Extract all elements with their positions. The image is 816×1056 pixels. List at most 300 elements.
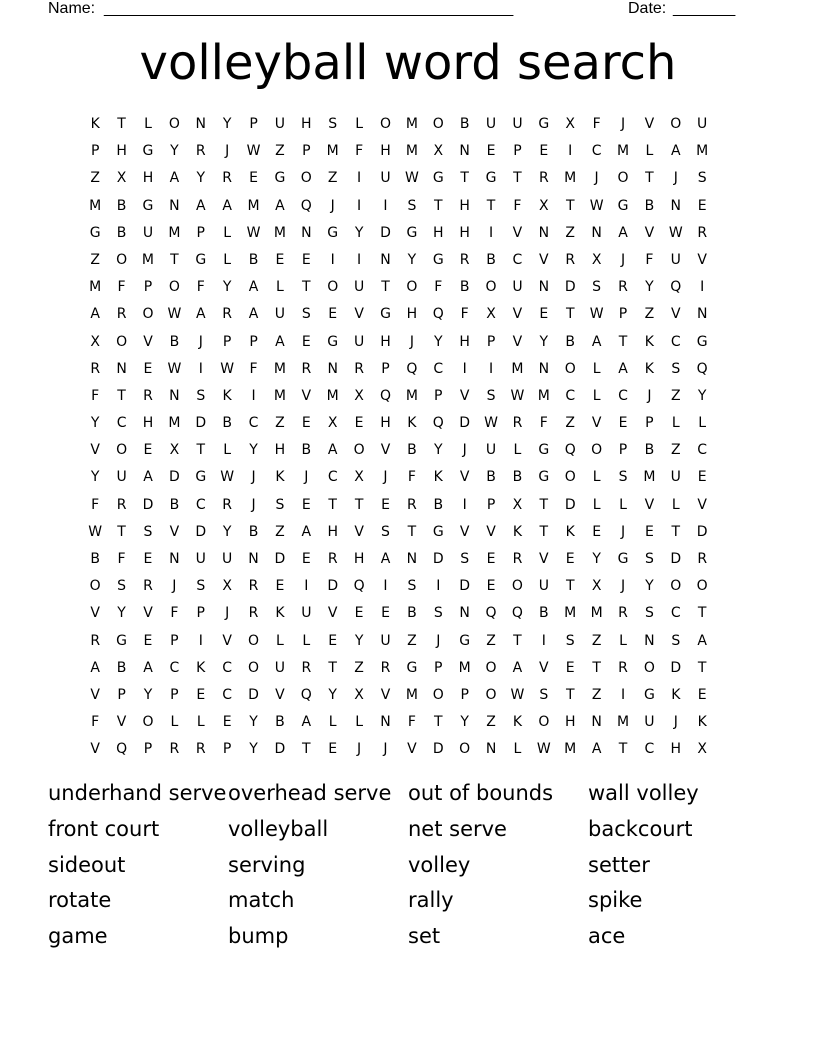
grid-letter: C (222, 686, 233, 703)
grid-letter: Z (275, 415, 285, 432)
grid-letter: C (670, 333, 681, 350)
grid-letter: L (513, 741, 522, 758)
grid-letter: P (645, 415, 654, 432)
header (48, 0, 748, 20)
grid-letter: A (275, 197, 285, 214)
grid-letter: R (143, 578, 153, 595)
grid-letter: T (407, 523, 417, 540)
grid-letter: O (248, 632, 260, 649)
grid-row (82, 166, 742, 193)
grid-letter: P (513, 143, 522, 160)
grid-row (82, 112, 742, 139)
grid-letter: Z (565, 415, 576, 432)
grid-letter: T (539, 523, 549, 540)
grid-letter: J (673, 170, 678, 187)
grid-letter: K (407, 415, 417, 432)
grid-letter: J (383, 469, 388, 486)
grid-letter: L (698, 415, 707, 432)
grid-letter: U (380, 170, 391, 187)
grid-letter: Y (433, 333, 443, 350)
grid-letter: I (383, 578, 388, 595)
grid-letter: J (330, 197, 335, 214)
grid-letter: U (512, 279, 523, 296)
grid-letter: O (168, 116, 180, 132)
grid-letter: J (647, 387, 652, 404)
grid-letter: P (249, 333, 258, 350)
grid-letter: C (670, 605, 681, 622)
grid-letter: X (354, 387, 364, 404)
grid-letter: H (380, 415, 391, 432)
grid-letter: P (196, 224, 205, 241)
grid-letter: R (301, 360, 312, 377)
grid-letter: N (591, 714, 602, 731)
grid-letter: Z (670, 442, 681, 459)
grid-letter: M (458, 659, 471, 676)
grid-letter: S (460, 551, 470, 567)
grid-letter: S (381, 523, 390, 540)
grid-letter: Y (354, 632, 364, 649)
grid-letter: I (198, 360, 203, 377)
grid-letter: Y (249, 442, 258, 459)
grid-letter: H (459, 197, 470, 214)
grid-letter: K (275, 605, 285, 622)
grid-letter: Y (407, 251, 417, 268)
grid-letter: Y (539, 333, 549, 350)
grid-letter: C (169, 659, 180, 676)
grid-letter: Z (407, 632, 417, 649)
grid-letter: B (169, 333, 180, 350)
grid-letter: Z (275, 143, 285, 160)
grid-letter: R (248, 605, 259, 622)
grid-letter: B (486, 469, 496, 486)
grid-letter: Z (486, 632, 496, 649)
grid-letter: H (353, 551, 365, 567)
grid-letter: G (116, 632, 128, 649)
grid-letter: V (222, 632, 232, 649)
grid-letter: U (195, 551, 206, 567)
grid-letter: B (116, 224, 127, 241)
grid-letter: V (512, 333, 523, 350)
grid-letter: C (591, 143, 602, 160)
grid-letter: V (354, 523, 364, 540)
grid-letter: M (564, 170, 577, 187)
grid-letter: C (195, 496, 206, 513)
grid-letter: W (668, 224, 683, 241)
grid-letter: W (484, 415, 498, 432)
grid-letter: D (696, 523, 708, 540)
grid-letter: X (354, 469, 364, 486)
grid-letter: M (696, 143, 709, 160)
grid-letter: W (536, 741, 551, 758)
grid-letter: M (168, 415, 181, 432)
grid-letter: B (407, 605, 417, 622)
grid-letter: E (143, 360, 153, 377)
grid-letter: G (406, 659, 418, 676)
grid-letter: L (671, 415, 680, 432)
grid-letter: L (302, 632, 311, 649)
grid-letter: E (301, 551, 311, 567)
grid-letter: N (485, 741, 497, 758)
grid-letter: D (670, 659, 682, 676)
grid-letter: K (697, 714, 707, 731)
grid-letter: Z (591, 686, 602, 703)
grid-letter: O (248, 659, 260, 676)
grid-letter: E (222, 714, 232, 731)
grid-letter: T (513, 170, 522, 187)
grid-letter: R (222, 496, 233, 513)
grid-letter: R (459, 251, 470, 268)
grid-letter: O (116, 251, 128, 268)
grid-letter: V (90, 605, 100, 622)
grid-letter: N (459, 143, 470, 160)
grid-letter: U (485, 442, 497, 459)
grid-row (82, 520, 742, 547)
grid-letter: P (434, 659, 443, 676)
grid-letter: D (195, 523, 207, 540)
grid-letter: K (671, 686, 681, 703)
grid-letter: V (90, 741, 100, 758)
grid-letter: E (565, 659, 575, 676)
grid-letter: E (539, 306, 549, 323)
grid-letter: N (327, 360, 338, 377)
grid-letter: L (170, 714, 179, 731)
grid-letter: P (302, 143, 311, 160)
grid-letter: N (538, 360, 550, 377)
grid-letter: S (275, 496, 285, 513)
grid-letter: A (90, 306, 100, 323)
grid-letter: M (405, 387, 418, 404)
grid-letter: L (619, 496, 627, 513)
grid-row (82, 629, 742, 656)
grid-letter: Q (670, 279, 682, 296)
grid-letter: P (117, 686, 126, 703)
grid-letter: D (380, 224, 391, 241)
grid-letter: M (564, 741, 577, 758)
grid-letter: G (643, 686, 655, 703)
grid-letter: E (143, 632, 153, 649)
grid-letter: R (195, 741, 206, 758)
grid-letter: F (513, 197, 522, 214)
grid-letter: S (671, 360, 681, 377)
grid-letter: T (697, 659, 707, 676)
grid-letter: L (223, 442, 232, 459)
grid-letter: N (116, 360, 127, 377)
grid-letter: I (488, 224, 494, 241)
grid-letter: A (195, 306, 206, 323)
grid-letter: E (381, 605, 390, 622)
grid-row (82, 438, 742, 465)
grid-letter: X (512, 496, 523, 513)
grid-letter: X (354, 686, 364, 703)
grid-letter: J (357, 741, 362, 758)
grid-letter: Z (565, 224, 576, 241)
grid-letter: F (355, 143, 364, 160)
grid-letter: Y (460, 714, 469, 731)
grid-letter: O (116, 333, 128, 350)
grid-letter: L (513, 442, 522, 459)
grid-letter: T (170, 251, 179, 268)
grid-letter: G (617, 551, 629, 567)
grid-letter: R (618, 605, 628, 622)
grid-row (82, 737, 742, 764)
grid-letter: A (195, 197, 206, 214)
grid-letter: V (697, 251, 707, 268)
grid-letter: Y (645, 279, 654, 296)
grid-letter: M (405, 116, 418, 132)
grid-letter: A (380, 551, 391, 567)
grid-letter: T (565, 306, 575, 323)
grid-letter: D (195, 415, 207, 432)
grid-row (82, 574, 742, 601)
grid-letter: T (513, 632, 522, 649)
grid-letter: J (620, 116, 626, 132)
grid-letter: G (538, 116, 550, 132)
grid-letter: L (355, 714, 363, 731)
grid-letter: O (432, 116, 444, 132)
grid-letter: U (274, 116, 286, 132)
grid-letter: S (301, 306, 311, 323)
grid-letter: C (565, 387, 576, 404)
grid-letter: T (486, 197, 496, 214)
grid-letter: R (618, 279, 628, 296)
grid-letter: A (671, 143, 681, 160)
grid-letter: T (302, 741, 311, 758)
grid-letter: L (196, 714, 205, 731)
grid-letter: Y (249, 714, 258, 731)
grid-letter: B (433, 496, 444, 513)
grid-letter: T (697, 605, 707, 622)
grid-letter: I (488, 360, 494, 377)
grid-letter: G (142, 143, 154, 160)
grid-letter: M (564, 605, 577, 622)
grid-row (82, 710, 742, 737)
grid-row (82, 411, 742, 438)
grid-letter: B (169, 496, 180, 513)
grid-letter: R (222, 170, 233, 187)
grid-letter: S (196, 578, 206, 595)
grid-letter: J (198, 333, 203, 350)
word-list-item: set (408, 924, 441, 949)
grid-letter: Q (353, 578, 365, 595)
grid-letter: V (697, 496, 707, 513)
grid-letter: D (274, 551, 286, 567)
grid-letter: I (251, 387, 256, 404)
grid-letter: O (116, 442, 128, 459)
grid-letter: B (512, 469, 523, 486)
grid-letter: O (168, 279, 180, 296)
grid-letter: U (116, 469, 127, 486)
grid-row (82, 275, 742, 302)
grid-letter: K (433, 469, 443, 486)
grid-letter: A (591, 741, 602, 758)
grid-letter: S (618, 469, 628, 486)
grid-letter: A (697, 632, 707, 649)
grid-letter: D (564, 496, 576, 513)
grid-letter: P (618, 306, 628, 323)
grid-letter: V (539, 251, 549, 268)
grid-letter: F (196, 279, 205, 296)
grid-letter: V (512, 306, 523, 323)
grid-letter: J (383, 741, 388, 758)
grid-letter: G (274, 170, 286, 187)
grid-letter: R (354, 360, 364, 377)
grid-letter: V (459, 387, 470, 404)
grid-letter: T (565, 578, 575, 595)
grid-letter: M (273, 360, 286, 377)
grid-letter: N (644, 632, 655, 649)
grid-row (82, 139, 742, 166)
grid-letter: B (539, 605, 549, 622)
grid-letter: A (327, 442, 338, 459)
grid-letter: L (592, 360, 601, 377)
grid-letter: H (433, 224, 444, 241)
grid-letter: G (195, 469, 207, 486)
grid-letter: O (406, 279, 418, 296)
grid-letter: A (618, 360, 628, 377)
grid-letter: Y (592, 551, 601, 567)
grid-letter: E (328, 632, 338, 649)
grid-letter: O (485, 279, 497, 296)
grid-letter: V (591, 415, 602, 432)
word-list (48, 776, 768, 955)
grid-letter: E (301, 333, 311, 350)
grid-letter: Q (300, 686, 312, 703)
grid-letter: A (301, 523, 312, 540)
word-list-item: front court (48, 816, 160, 841)
grid-letter: F (407, 714, 416, 731)
grid-letter: I (383, 197, 388, 214)
grid-letter: I (357, 170, 362, 187)
grid-letter: W (88, 523, 103, 540)
grid-letter: F (170, 605, 179, 622)
grid-letter: B (644, 442, 655, 459)
grid-letter: O (300, 170, 312, 187)
grid-letter: S (592, 279, 602, 296)
grid-letter: L (592, 469, 601, 486)
grid-letter: P (196, 605, 205, 622)
word-list-item: net serve (408, 816, 507, 841)
grid-letter: Y (90, 415, 100, 432)
grid-letter: N (538, 279, 550, 296)
grid-letter: P (486, 496, 496, 513)
grid-letter: Q (696, 360, 708, 377)
grid-letter: G (327, 224, 339, 241)
grid-letter: J (251, 496, 256, 513)
grid-letter: T (433, 197, 443, 214)
grid-letter: S (671, 632, 681, 649)
grid-letter: F (592, 116, 601, 132)
grid-letter: U (670, 469, 681, 486)
grid-letter: P (381, 360, 390, 377)
word-list-item: out of bounds (408, 781, 554, 805)
grid-letter: U (301, 605, 312, 622)
word-list-item: rotate (48, 888, 112, 913)
grid-letter: Y (222, 279, 232, 296)
grid-letter: R (143, 387, 153, 404)
grid-letter: D (327, 578, 339, 595)
grid-letter: V (644, 496, 655, 513)
grid-letter: H (327, 523, 338, 540)
grid-letter: D (459, 415, 471, 432)
grid-letter: H (380, 333, 391, 350)
grid-letter: Q (116, 741, 128, 758)
grid-letter: J (594, 170, 599, 187)
grid-letter: T (302, 279, 311, 296)
grid-letter: N (591, 224, 602, 241)
word-list-item: underhand serve (48, 781, 227, 805)
grid-letter: I (330, 251, 335, 268)
grid-letter: G (195, 251, 207, 268)
grid-letter: M (405, 686, 418, 703)
grid-letter: D (670, 551, 682, 567)
grid-letter: N (380, 714, 391, 731)
grid-letter: D (142, 496, 154, 513)
grid-letter: M (89, 279, 102, 296)
grid-letter: G (485, 170, 497, 187)
grid-letter: P (618, 442, 628, 459)
grid-letter: X (433, 143, 444, 160)
grid-letter: V (459, 469, 470, 486)
grid-letter: Z (90, 251, 100, 268)
grid-letter: V (644, 116, 655, 132)
grid-letter: X (486, 306, 496, 323)
grid-letter: U (512, 116, 523, 132)
grid-letter: K (90, 116, 100, 132)
grid-letter: V (539, 551, 549, 567)
grid-letter: A (143, 469, 153, 486)
grid-letter: E (618, 415, 628, 432)
grid-letter: M (405, 143, 418, 160)
grid-letter: O (459, 741, 471, 758)
grid-letter: C (433, 360, 444, 377)
grid-letter: E (697, 686, 707, 703)
grid-letter: J (225, 605, 230, 622)
grid-letter: H (274, 442, 286, 459)
grid-letter: J (304, 469, 309, 486)
grid-letter: T (328, 496, 337, 513)
grid-letter: H (459, 333, 470, 350)
grid-letter: G (406, 224, 418, 241)
grid-letter: V (354, 306, 364, 323)
grid-letter: M (273, 387, 286, 404)
name-field[interactable]: ______________________________________________ (104, 0, 514, 17)
grid-letter: F (91, 496, 100, 513)
grid-letter: F (249, 360, 258, 377)
grid-letter: I (462, 360, 467, 377)
grid-letter: F (434, 279, 443, 296)
date-field[interactable]: _______ (673, 0, 736, 17)
grid-letter: L (223, 251, 232, 268)
grid-letter: S (486, 387, 496, 404)
grid-letter: G (432, 523, 444, 540)
grid-letter: X (169, 442, 180, 459)
grid-letter: U (142, 224, 154, 241)
grid-letter: C (222, 659, 233, 676)
grid-letter: V (90, 686, 100, 703)
grid-letter: E (196, 686, 206, 703)
grid-letter: W (220, 469, 235, 486)
grid-letter: B (301, 442, 312, 459)
grid-letter: I (357, 251, 362, 268)
grid-letter: R (380, 659, 391, 676)
grid-letter: T (565, 686, 575, 703)
grid-letter: Y (143, 686, 153, 703)
letter-grid (82, 112, 742, 765)
grid-letter: N (169, 387, 180, 404)
word-list-item: setter (588, 852, 650, 877)
grid-letter: G (617, 197, 629, 214)
grid-letter: A (143, 659, 153, 676)
